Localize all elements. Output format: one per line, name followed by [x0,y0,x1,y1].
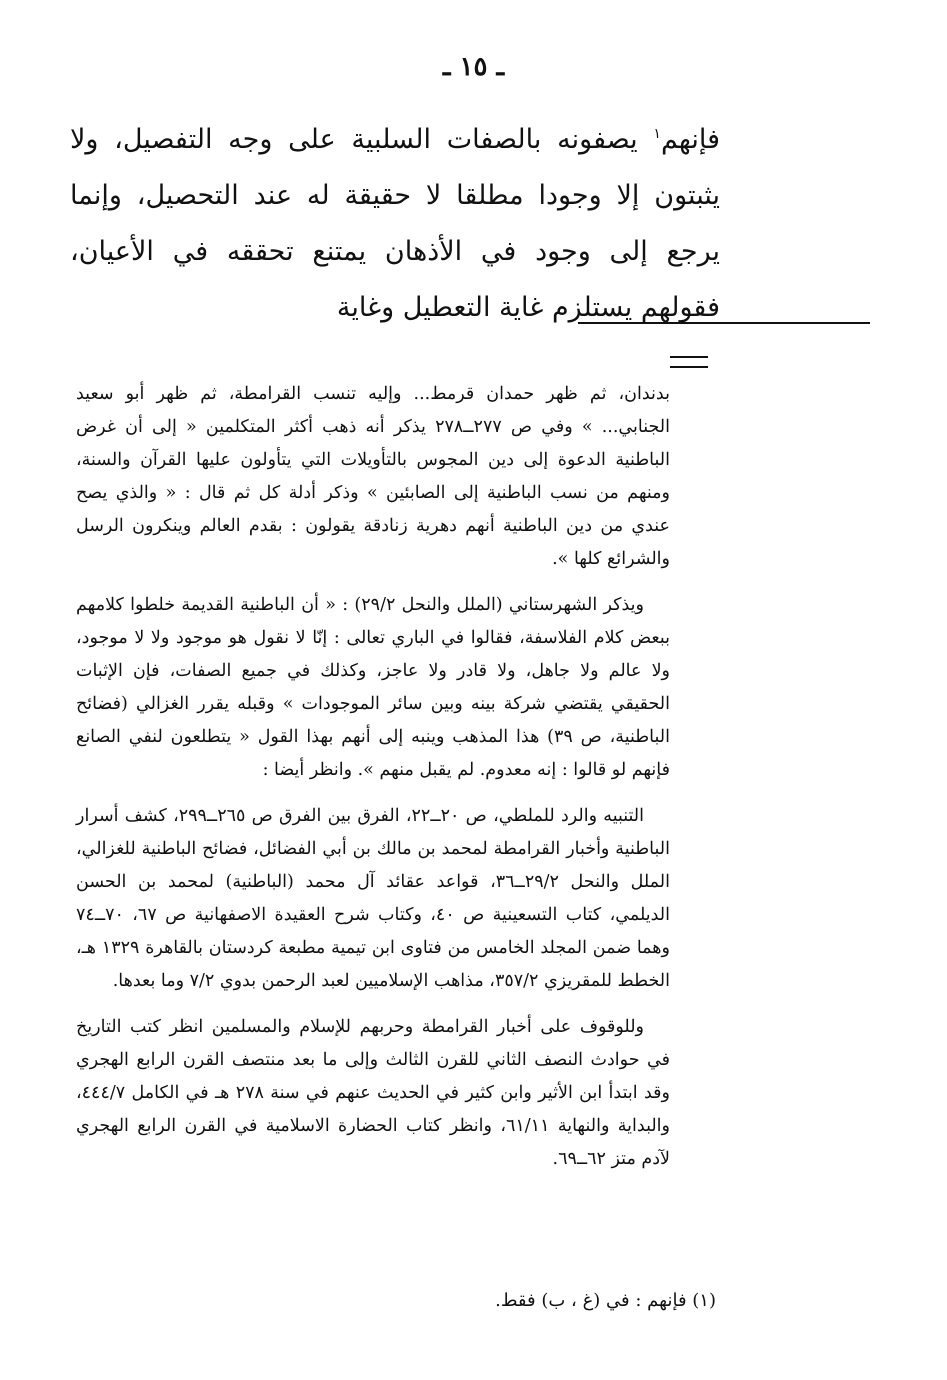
footnote: (١) فإنهم : في (غ ، ب) فقط. [495,1290,716,1311]
main-text-lead-word: فإنهم [660,124,720,155]
note-paragraph: التنبيه والرد للملطي، ص ٢٠ــ٢٢، الفرق بين الفرق ص ٢٦٥ــ٢٩٩، كشف أسرار الباطنية وأخبار القرامطة لمحمد بن مالك بن أبي الفضائل، فضائح الباطنية للغزالي، الملل والنحل ٢٩/٢ــ٣٦، قواعد عقائد آل محمد (الباطنية) لمحمد بن الحسن الديلمي، كتاب التسعينية ص ٤٠، وكتاب شرح العقيدة الاصفهانية ص ٦٧، ٧٠ــ٧٤ وهما ضمن المجلد الخامس من فتاوى ابن تيمية مطبعة كردستان بالقاهرة ١٣٢٩ هـ، الخطط للمقريزي ٣٥٧/٢، مذاهب الإسلاميين لعبد الرحمن بدوي ٧/٢ وما بعدها. [76,806,670,991]
notes-block [76,378,670,1189]
note-paragraph: بدندان، ثم ظهر حمدان قرمط... وإليه تنسب القرامطة، ثم ظهر أبو سعيد الجنابي... » وفي ص ٢٧٧ــ٢٧٨ يذكر أنه ذهب أكثر المتكلمين « إلى أن غرض الباطنية الدعوة إلى دين المجوس بالتأويلات التي يتأولون عليها القرآن والسنة، ومنهم من نسب الباطنية إلى الصابئين » وذكر أدلة كل ثم قال : « والذي يصح عندي من دين الباطنية أنهم دهرية زنادقة يقولون : بقدم العالم وينكرون الرسل والشرائع كلها ». [76,384,670,569]
note-paragraph: وللوقوف على أخبار القرامطة وحربهم للإسلام والمسلمين انظر كتب التاريخ في حوادث النصف الثاني للقرن الثالث وإلى ما بعد منتصف القرن الرابع الهجري وقد ابتدأ ابن الأثير وابن كثير في الحديث عنهم في سنة ٢٧٨ هـ في الكامل ٤٤٤/٧، والبداية والنهاية ٦١/١١، وانظر كتاب الحضارة الاسلامية في القرن الرابع الهجري لآدم متز ٦٢ــ٦٩. [76,1017,670,1169]
page-number: ـ ١٥ ـ [442,52,505,82]
main-text-paragraph [70,112,720,336]
footnote-reference: ١ [653,126,661,142]
main-text-body: يصفونه بالصفات السلبية على وجه التفصيل، ولا يثبتون إلا وجودا مطلقا لا حقيقة له عند التحصيل، وإنما يرجع إلى وجود في الأذهان يمتنع تحققه في الأعيان، فقولهم يستلزم غاية التعطيل وغاية [70,124,720,323]
continuation-mark [670,356,708,368]
note-paragraph: ويذكر الشهرستاني (الملل والنحل ٢٩/٢) : « أن الباطنية القديمة خلطوا كلامهم ببعض كلام الفلاسفة، فقالوا في الباري تعالى : إنّا لا نقول هو موجود ولا لا موجود، ولا عالم ولا جاهل، ولا قادر ولا عاجز، وكذلك في جميع الصفات، فإن الإثبات الحقيقي يقتضي شركة بينه وبين سائر الموجودات » وقبله يقرر الغزالي (فضائح الباطنية، ص ٣٩) هذا المذهب وينبه إلى أنهم بهذا القول « يتطلعون لنفي الصانع فإنهم لو قالوا : إنه معدوم. لم يقبل منهم ». وانظر أيضا : [76,595,670,780]
footnote-separator-line [578,322,870,324]
